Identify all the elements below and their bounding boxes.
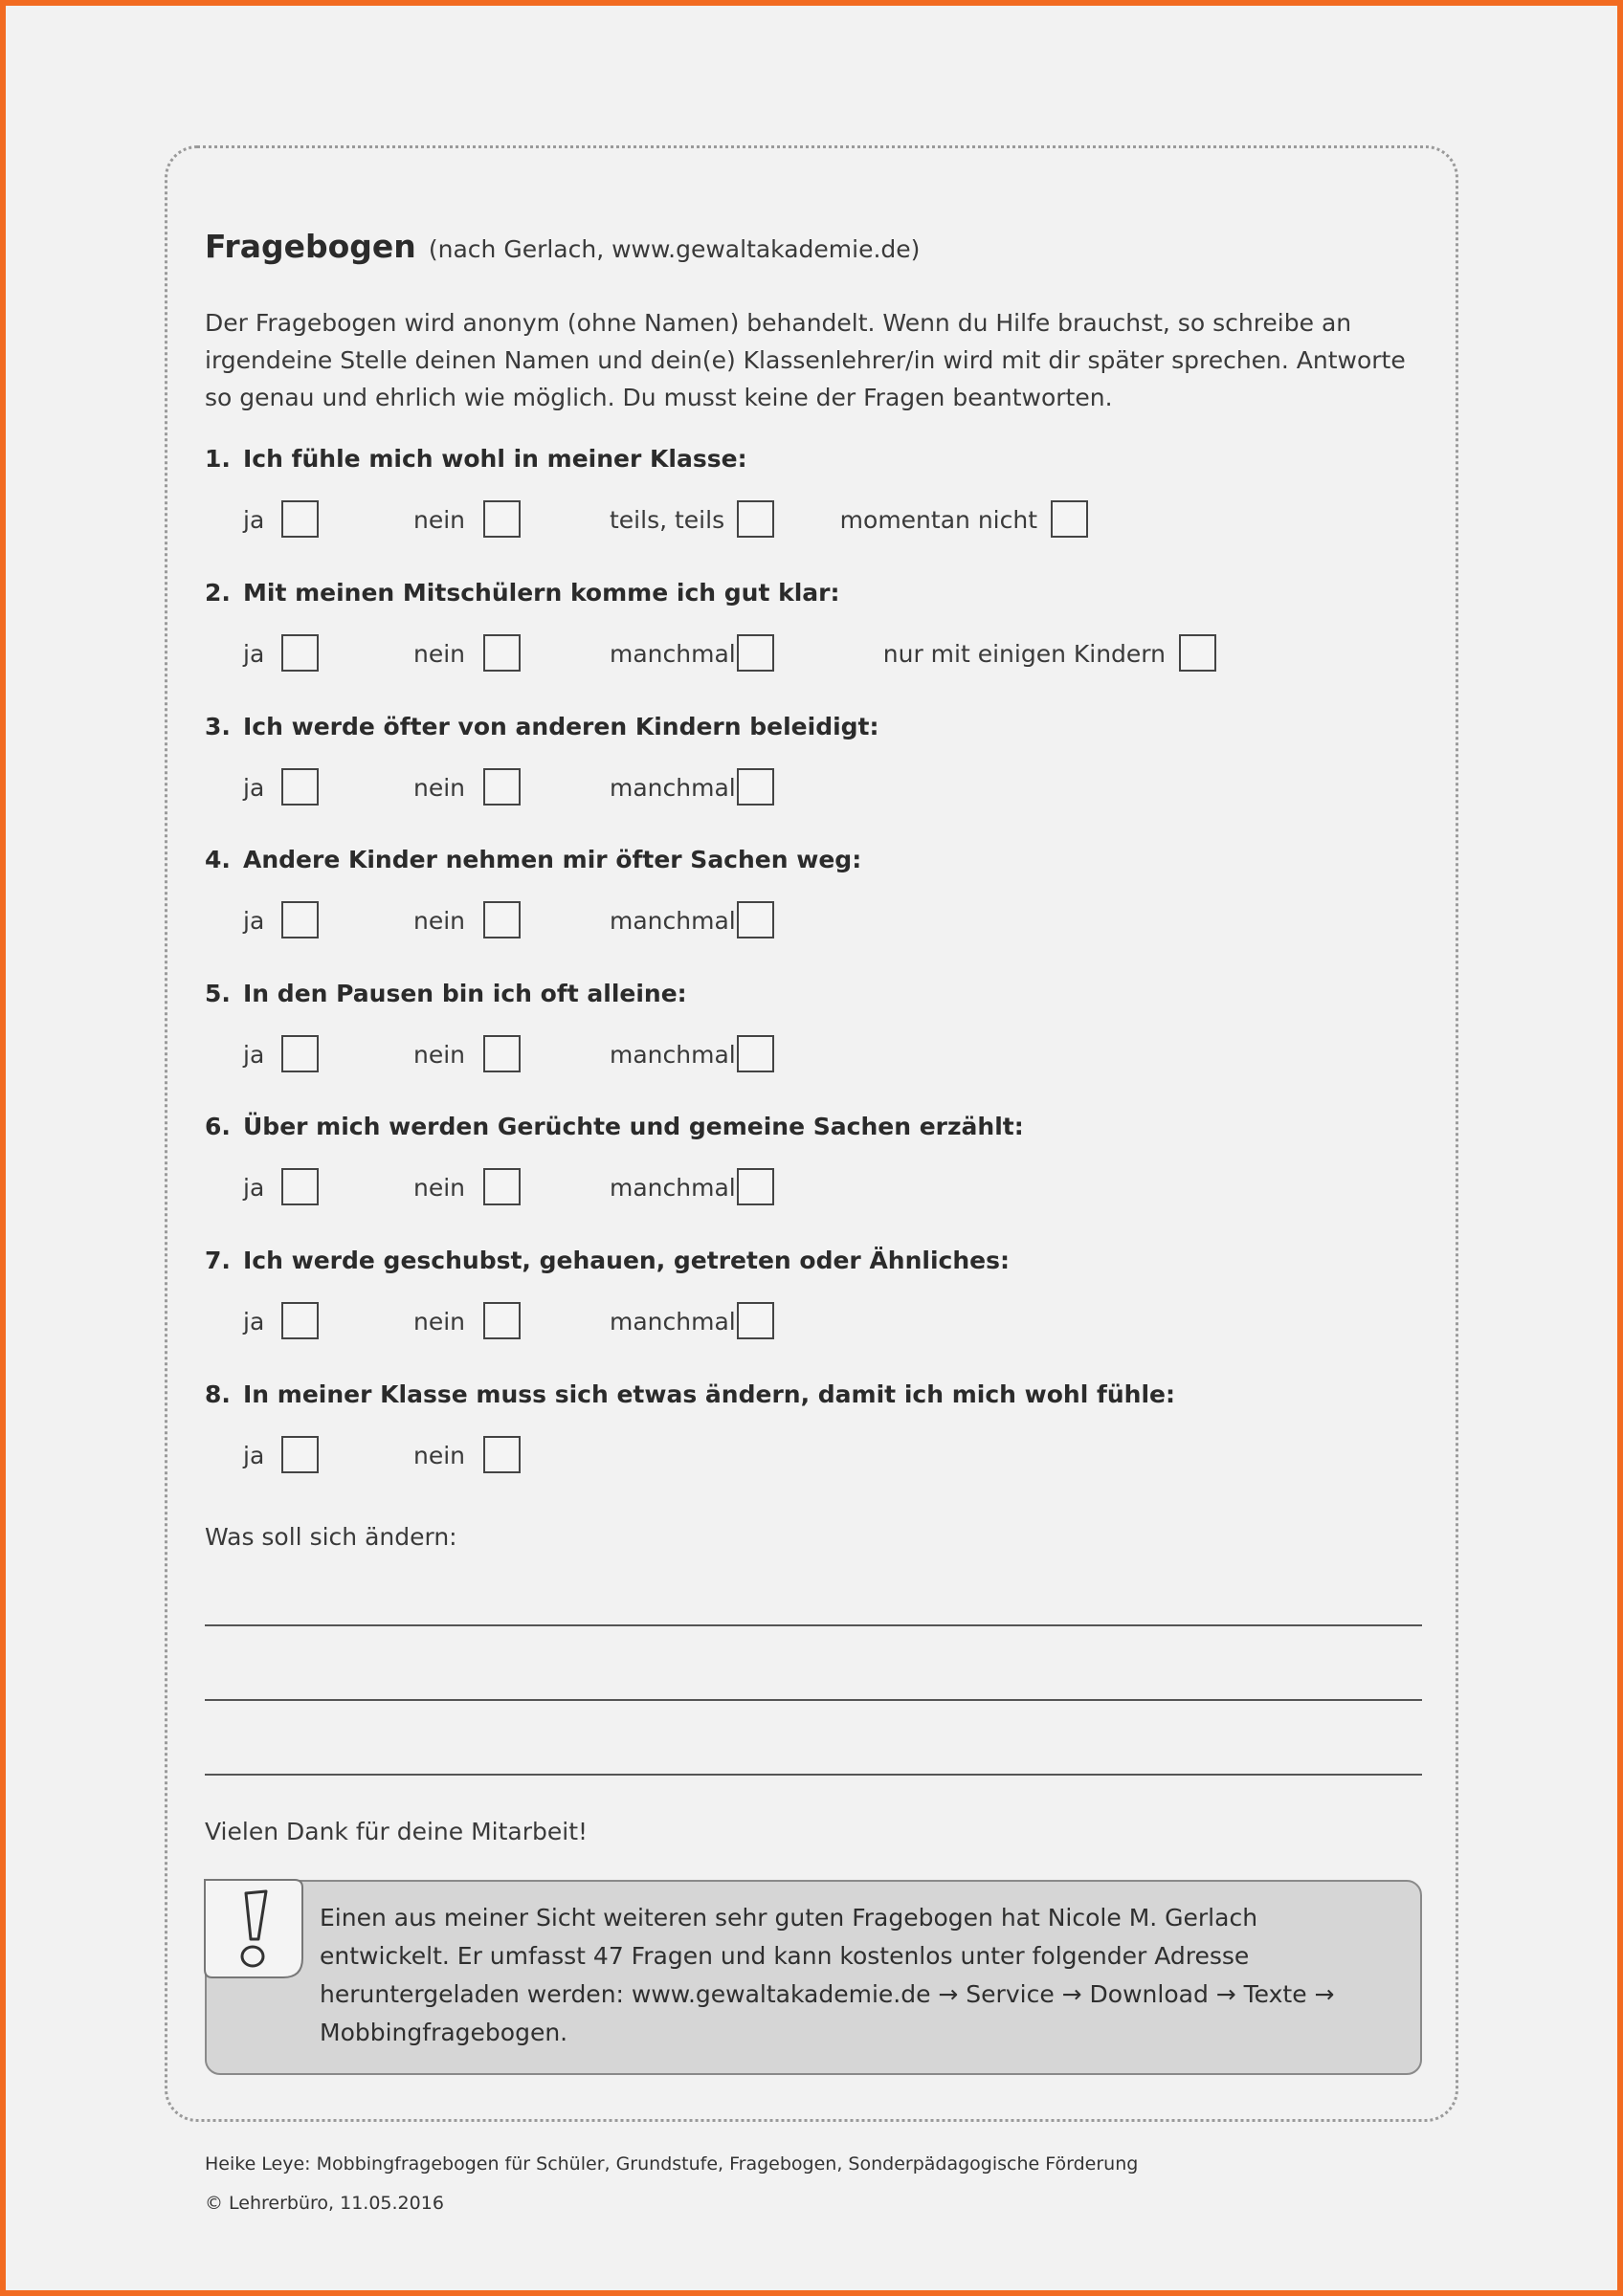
checkbox-q5-option-2[interactable] [483,1035,521,1072]
question-text: Mit meinen Mitschülern komme ich gut klar: [243,579,840,607]
question-text: In den Pausen bin ich oft alleine: [243,980,687,1007]
option-label: ja [243,1174,265,1202]
option-label: ja [243,907,265,935]
option-label: ja [243,1041,265,1069]
option-label: manchmal [610,907,736,935]
option-label: nein [413,1041,466,1069]
checkbox-q6-option-1[interactable] [281,1168,319,1205]
option-label: nein [413,774,466,802]
option-label: nein [413,1442,466,1469]
checkbox-q7-option-1[interactable] [281,1302,319,1339]
answer-line-3[interactable] [205,1774,1422,1776]
question-number: 7. [205,1247,231,1274]
question-text: Ich werde geschubst, gehauen, getreten oder Ähnliches: [243,1247,1010,1274]
thanks-text: Vielen Dank für deine Mitarbeit! [205,1818,589,1845]
checkbox-q1-option-3[interactable] [737,500,774,538]
checkbox-q8-option-1[interactable] [281,1436,319,1473]
option-label: ja [243,1308,265,1336]
title-main: Fragebogen [205,228,416,265]
option-label: nein [413,907,466,935]
checkbox-q2-option-3[interactable] [737,634,774,672]
question-number: 5. [205,980,231,1007]
checkbox-q4-option-3[interactable] [737,901,774,938]
checkbox-q3-option-2[interactable] [483,768,521,806]
title-source: (nach Gerlach, www.gewaltakademie.de) [428,235,921,263]
option-label: ja [243,774,265,802]
checkbox-q5-option-3[interactable] [737,1035,774,1072]
option-label: manchmal [610,1308,736,1336]
question-number: 2. [205,579,231,607]
question-7 [205,1247,1010,1274]
question-number: 8. [205,1380,231,1408]
checkbox-q7-option-3[interactable] [737,1302,774,1339]
option-label: nur mit einigen Kindern [882,640,1166,668]
option-label: nein [413,640,466,668]
question-number: 6. [205,1113,231,1140]
question-5 [205,980,687,1007]
footer-copyright: © Lehrerbüro, 11.05.2016 [205,2193,444,2214]
question-number: 4. [205,846,231,873]
question-6 [205,1113,1024,1140]
option-label: ja [243,640,265,668]
option-label: nein [413,1308,466,1336]
checkbox-q6-option-2[interactable] [483,1168,521,1205]
question-text: In meiner Klasse muss sich etwas ändern, damit ich mich wohl fühle: [243,1380,1175,1408]
checkbox-q2-option-4[interactable] [1179,634,1216,672]
exclamation-icon [203,1878,306,1981]
question-2 [205,579,840,607]
question-number: 1. [205,445,231,473]
checkbox-q7-option-2[interactable] [483,1302,521,1339]
checkbox-q3-option-3[interactable] [737,768,774,806]
footer-source: Heike Leye: Mobbingfragebogen für Schüler, Grundstufe, Fragebogen, Sonderpädagogische Förderung [205,2153,1139,2175]
checkbox-q5-option-1[interactable] [281,1035,319,1072]
checkbox-q4-option-2[interactable] [483,901,521,938]
option-label: ja [243,506,265,534]
checkbox-q1-option-2[interactable] [483,500,521,538]
question-3 [205,713,879,740]
option-label: manchmal [610,1174,736,1202]
checkbox-q3-option-1[interactable] [281,768,319,806]
question-4 [205,846,861,873]
option-label: manchmal [610,1041,736,1069]
checkbox-q6-option-3[interactable] [737,1168,774,1205]
question-text: Andere Kinder nehmen mir öfter Sachen weg: [243,846,862,873]
intro-paragraph: Der Fragebogen wird anonym (ohne Namen) behandelt. Wenn du Hilfe brauchst, so schreibe an irgendeine Stelle deinen Namen und dein(e) Klassenlehrer/in wird mit dir später sprechen. Antworte so genau und ehrlich wie möglich. Du musst keine der Fragen beantworten. [205,309,1406,411]
change-prompt: Was soll sich ändern: [205,1523,457,1551]
question-number: 3. [205,713,231,740]
info-note-text: Einen aus meiner Sicht weiteren sehr guten Fragebogen hat Nicole M. Gerlach entwickelt. Er umfasst 47 Fragen und kann kostenlos unter folgender Adresse heruntergeladen werden: www.gewaltakademie.de → Service → Download → Texte → Mobbingfragebogen. [320,1904,1335,2046]
answer-line-2[interactable] [205,1699,1422,1701]
question-text: Ich fühle mich wohl in meiner Klasse: [243,445,747,473]
option-label: manchmal [610,640,736,668]
checkbox-q2-option-2[interactable] [483,634,521,672]
checkbox-q2-option-1[interactable] [281,634,319,672]
checkbox-q8-option-2[interactable] [483,1436,521,1473]
checkbox-q1-option-4[interactable] [1051,500,1088,538]
checkbox-q4-option-1[interactable] [281,901,319,938]
option-label: nein [413,506,466,534]
option-label: ja [243,1442,265,1469]
question-text: Über mich werden Gerüchte und gemeine Sachen erzählt: [243,1113,1024,1140]
option-label: momentan nicht [839,506,1037,534]
question-8 [205,1380,1175,1408]
answer-line-1[interactable] [205,1624,1422,1626]
question-text: Ich werde öfter von anderen Kindern beleidigt: [243,713,879,740]
checkbox-q1-option-1[interactable] [281,500,319,538]
option-label: nein [413,1174,466,1202]
option-label: manchmal [610,774,736,802]
page-title [205,228,920,265]
option-label: teils, teils [610,506,725,534]
question-1 [205,445,747,473]
